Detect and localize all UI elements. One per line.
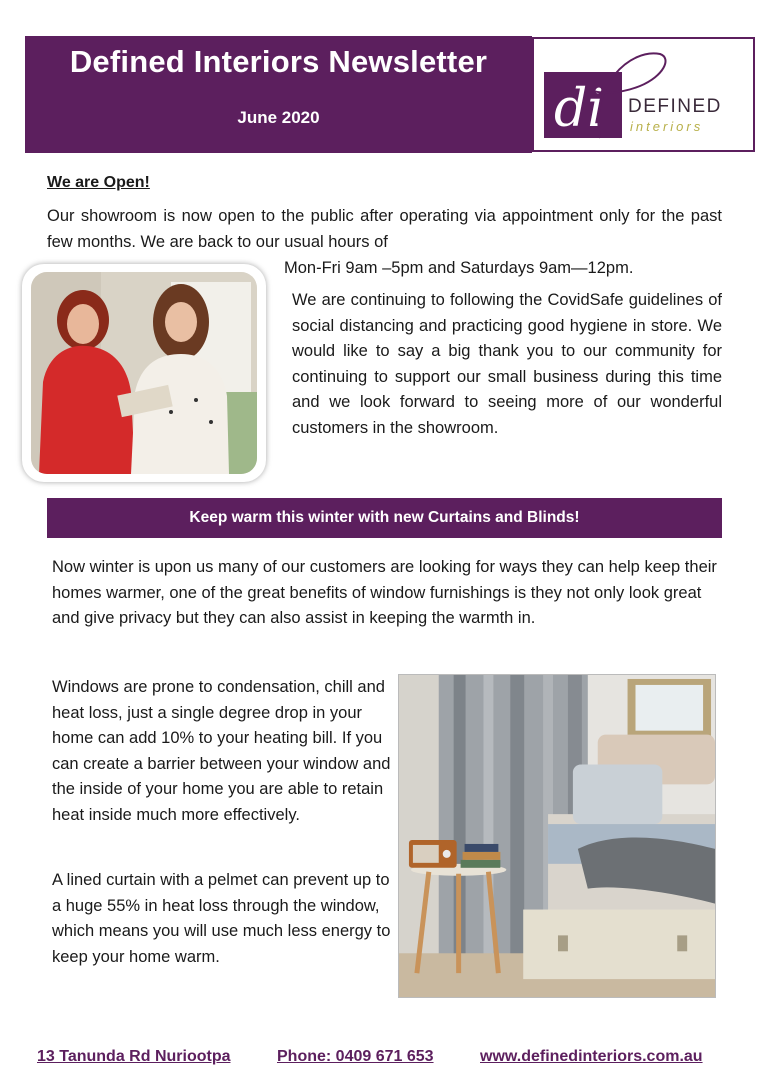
paragraph-showroom-open: Our showroom is now open to the public after operating via appointment only for the past few months. We are back to our usual hours of (47, 207, 722, 251)
opening-hours: Mon-Fri 9am –5pm and Saturdays 9am—12pm. (284, 259, 634, 277)
paragraph-winter-intro: Now winter is upon us many of our customers are looking for ways they can help keep their homes warmer, one of the great benefits of window furnishings is they not only look great and give privacy but they can also assist in keeping the warmth in. (52, 558, 717, 627)
logo-word-defined: DEFINED (628, 96, 722, 117)
newsletter-title: Defined Interiors Newsletter (69, 44, 488, 79)
paragraph-covidsafe: We are continuing to following the CovidSafe guidelines of social distancing and practicing good hygiene in store. We would like to say a big thank you to our community for continuing to support our small business during this time and we look forward to seeing more of our wonderful customers in the showroom. (292, 291, 722, 437)
staff-photo (31, 272, 257, 474)
bedroom-curtains-photo (398, 674, 716, 998)
footer-address: 13 Tanunda Rd Nuriootpa (37, 1048, 231, 1065)
paragraph-lined-curtain: A lined curtain with a pelmet can prevent up to a huge 55% in heat loss through the window, which means you will use much less energy to keep your home warm. (52, 871, 391, 966)
section-heading-winter: Keep warm this winter with new Curtains and Blinds! (189, 509, 580, 526)
newsletter-date: June 2020 (237, 108, 320, 127)
logo-monogram-text: di (554, 79, 604, 138)
logo-word-interiors: interiors (630, 119, 704, 134)
paragraph-windows-heat-loss: Windows are prone to condensation, chill and heat loss, just a single degree drop in your home can add 10% to your heating bill. If you can create a barrier between your window and the inside of your home you are able to retain heat inside much more effectively. (52, 678, 391, 824)
footer-phone[interactable]: Phone: 0409 671 653 (277, 1048, 434, 1065)
footer-contact (37, 1048, 737, 1070)
footer-website-link[interactable]: www.definedinteriors.com.au (480, 1048, 703, 1065)
section-heading-open: We are Open! (47, 174, 150, 191)
